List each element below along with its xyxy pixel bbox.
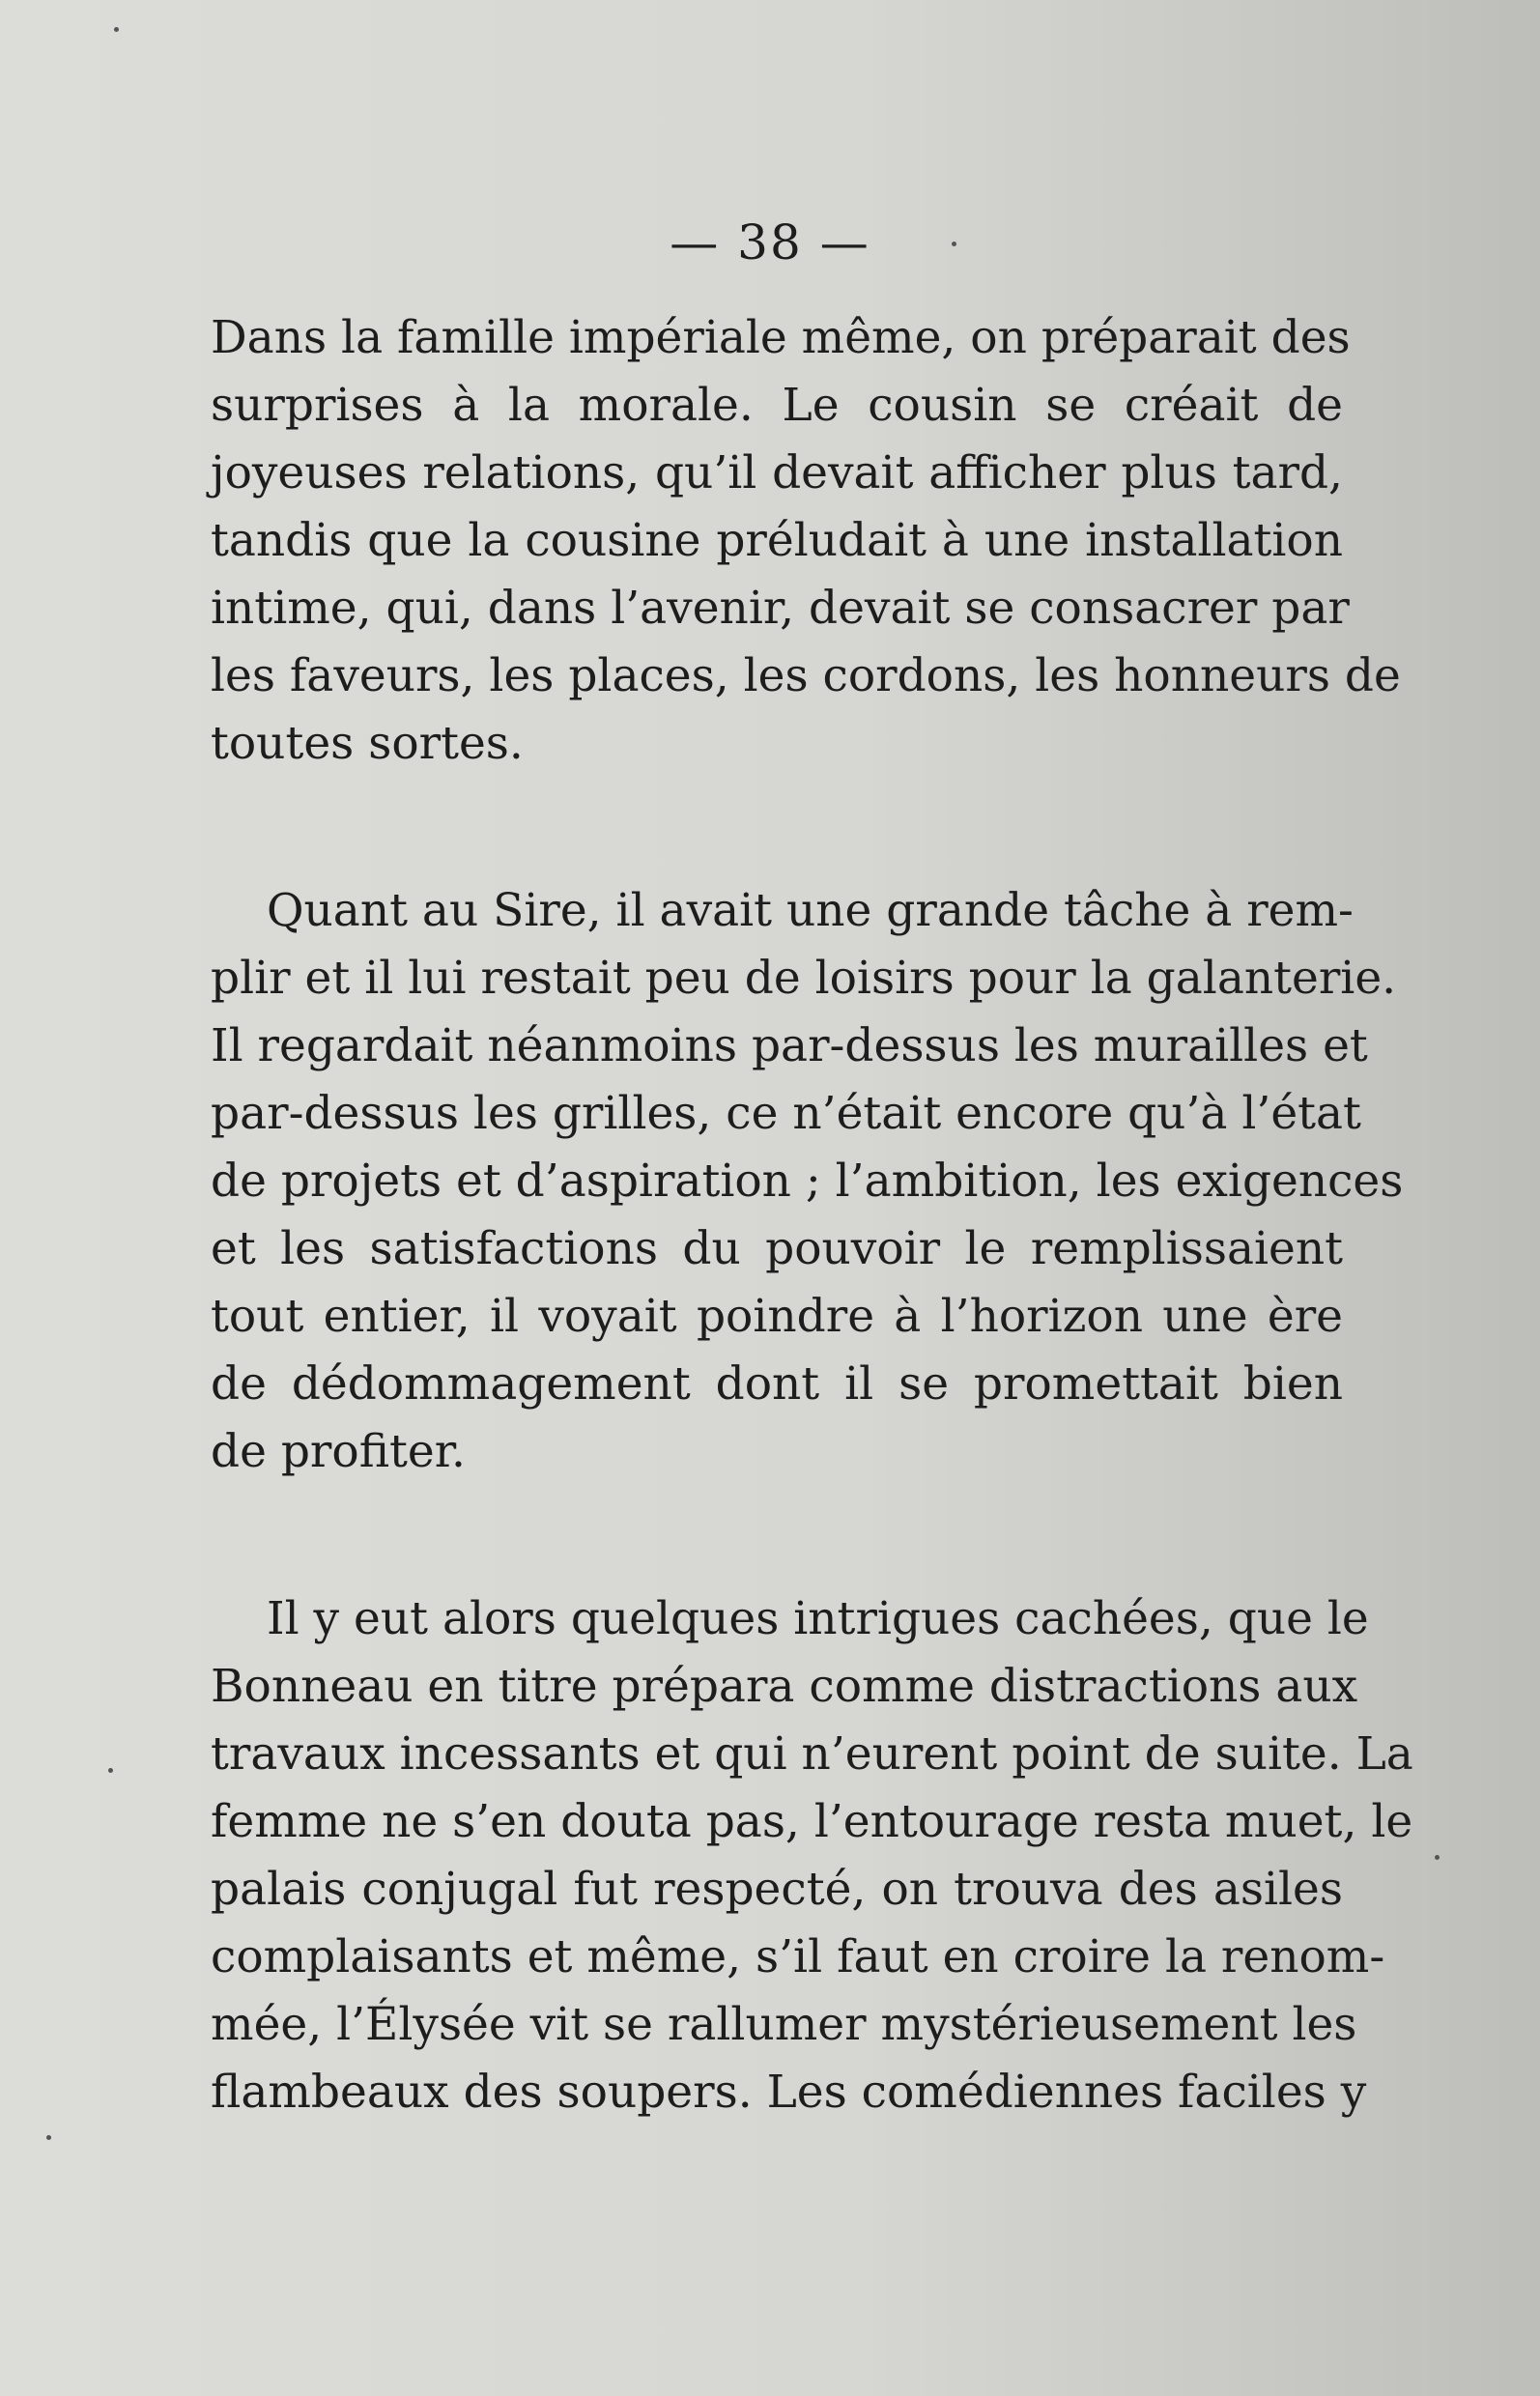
text-line: toutes sortes. (211, 717, 524, 770)
text-line: palais conjugal fut respecté, on trouva des asiles (211, 1863, 1343, 1916)
text-line: intime, qui, dans l’avenir, devait se consacrer par (211, 582, 1350, 635)
paper-speck (952, 242, 956, 246)
text-line: Il y eut alors quelques intrigues cachées, que le (267, 1592, 1369, 1645)
text-line: de dédommagement dont il se promettait bien (211, 1357, 1343, 1411)
text-line: tout entier, il voyait poindre à l’horizon une ère (211, 1290, 1343, 1343)
text-line: Quant au Sire, il avait une grande tâche à rem- (267, 884, 1354, 937)
paper-speck (108, 1768, 113, 1773)
text-line: les faveurs, les places, les cordons, les honneurs de (211, 649, 1401, 702)
text-line: travaux incessants et qui n’eurent point de suite. La (211, 1727, 1413, 1781)
paper-speck (114, 27, 119, 32)
text-line: flambeaux des soupers. Les comédiennes faciles y (211, 2066, 1367, 2119)
paragraph (211, 304, 1401, 778)
text-line: Dans la famille impériale même, on préparait des (211, 311, 1351, 364)
page-number: — 38 — (670, 214, 870, 271)
paragraph (211, 1585, 1413, 2126)
paper-speck (46, 2135, 51, 2140)
text-line: tandis que la cousine préludait à une installation (211, 514, 1343, 567)
text-line: Il regardait néanmoins par-dessus les murailles et (211, 1019, 1368, 1072)
text-line: par-dessus les grilles, ce n’était encore qu’à l’état (211, 1087, 1361, 1140)
text-line: surprises à la morale. Le cousin se créait de (211, 379, 1343, 432)
text-line: de profiter. (211, 1425, 466, 1478)
text-line: femme ne s’en douta pas, l’entourage resta muet, le (211, 1795, 1413, 1848)
paragraph (211, 877, 1404, 1486)
paper-speck (1435, 1855, 1440, 1860)
text-line: et les satisfactions du pouvoir le remplissaient (211, 1222, 1343, 1275)
text-line: plir et il lui restait peu de loisirs pour la galanterie. (211, 952, 1397, 1005)
text-line: de projets et d’aspiration ; l’ambition, les exigences (211, 1155, 1404, 1208)
text-line: complaisants et même, s’il faut en croire la renom- (211, 1930, 1385, 1983)
body-text (211, 304, 1413, 2126)
text-line: Bonneau en titre prépara comme distractions aux (211, 1660, 1358, 1713)
text-line: mée, l’Élysée vit se rallumer mystérieusement les (211, 1998, 1357, 2051)
text-line: joyeuses relations, qu’il devait afficher plus tard, (211, 446, 1343, 499)
